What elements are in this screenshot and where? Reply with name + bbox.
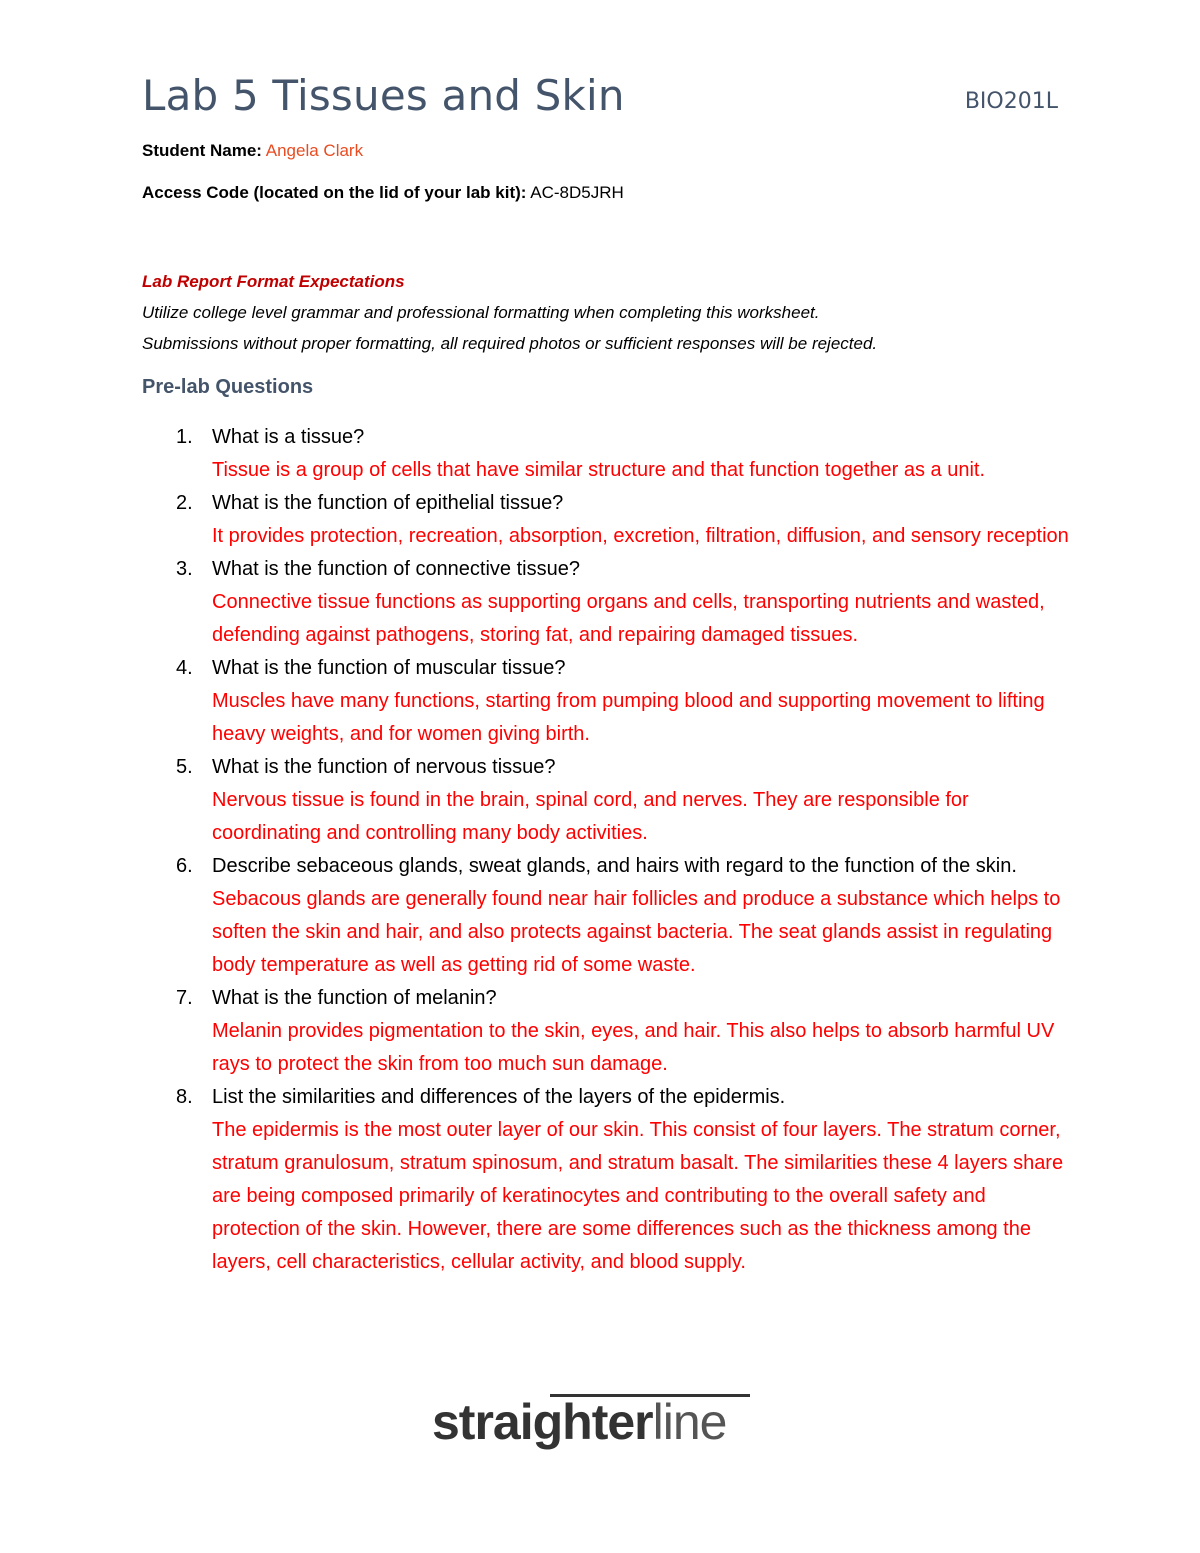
answer-text: Melanin provides pigmentation to the skin, eyes, and hair. This also helps to absorb harmful UV rays to protect the skin from too much sun damage.: [212, 1020, 1055, 1075]
question-text: What is the function of muscular tissue?: [212, 657, 566, 679]
access-code-label: Access Code (located on the lid of your lab kit):: [142, 183, 527, 202]
question-number: 3.: [176, 558, 193, 580]
question-text: Describe sebaceous glands, sweat glands, and hairs with regard to the function of the skin.: [212, 855, 1017, 877]
prelab-heading: Pre-lab Questions: [142, 376, 314, 398]
question-item: [142, 751, 1072, 850]
question-item: [142, 850, 1072, 982]
question-text: What is the function of nervous tissue?: [212, 756, 556, 778]
answer-text: Connective tissue functions as supporting organs and cells, transporting nutrients and wasted, defending against pathogens, storing fat, and repairing damaged tissues.: [212, 591, 1045, 646]
question-list: [142, 421, 1072, 1279]
answer-text: Nervous tissue is found in the brain, spinal cord, and nerves. They are responsible for coordinating and controlling many body activities.: [212, 789, 969, 844]
student-name-field: [142, 139, 363, 163]
format-line-2: Submissions without proper formatting, all required photos or sufficient responses will be rejected.: [142, 334, 878, 353]
question-number: 5.: [176, 756, 193, 778]
question-number: 4.: [176, 657, 193, 679]
format-heading: Lab Report Format Expectations: [142, 272, 405, 291]
student-name-label: Student Name:: [142, 141, 262, 160]
logo-thin-text: line: [652, 1394, 727, 1450]
student-name-value: Angela Clark: [265, 141, 364, 160]
answer-text: It provides protection, recreation, absorption, excretion, filtration, diffusion, and sensory reception: [212, 525, 1069, 547]
question-item: [142, 652, 1072, 751]
logo-bold-text: straighter: [432, 1394, 653, 1450]
question-item: [142, 1081, 1072, 1279]
access-code-value: AC-8D5JRH: [530, 183, 624, 202]
question-item: [142, 421, 1072, 487]
question-text: What is the function of connective tissue?: [212, 558, 580, 580]
course-code: BIO201L: [964, 89, 1058, 114]
question-number: 6.: [176, 855, 193, 877]
question-number: 2.: [176, 492, 193, 514]
answer-text: Tissue is a group of cells that have similar structure and that function together as a unit.: [212, 459, 985, 481]
question-text: List the similarities and differences of the layers of the epidermis.: [212, 1086, 786, 1108]
question-text: What is a tissue?: [212, 426, 365, 448]
question-text: What is the function of epithelial tissue?: [212, 492, 564, 514]
question-number: 1.: [176, 426, 193, 448]
logo-wordmark: [432, 1392, 726, 1452]
question-number: 7.: [176, 987, 193, 1009]
answer-text: Sebacous glands are generally found near hair follicles and produce a substance which helps to soften the skin and hair, and also protects against bacteria. The seat glands assist in regulating body temperature as well as getting rid of some waste.: [212, 888, 1061, 976]
answer-text: Muscles have many functions, starting from pumping blood and supporting movement to lifting heavy weights, and for women giving birth.: [212, 690, 1045, 745]
page-title: Lab 5 Tissues and Skin: [142, 71, 625, 120]
question-item: [142, 487, 1072, 553]
question-text: What is the function of melanin?: [212, 987, 497, 1009]
format-line-1: Utilize college level grammar and professional formatting when completing this worksheet.: [142, 303, 820, 322]
question-item: [142, 553, 1072, 652]
answer-text: The epidermis is the most outer layer of our skin. This consist of four layers. The stratum corner, stratum granulosum, stratum spinosum, and stratum basalt. The similarities these 4 layers share are being composed primarily of keratinocytes and contributing to the overall safety and protection of the skin. However, there are some differences such as the thickness among the layers, cell characteristics, cellular activity, and blood supply.: [212, 1119, 1064, 1273]
access-code-field: [142, 181, 624, 205]
question-number: 8.: [176, 1086, 193, 1108]
straighterline-logo: [432, 1388, 762, 1458]
question-item: [142, 982, 1072, 1081]
